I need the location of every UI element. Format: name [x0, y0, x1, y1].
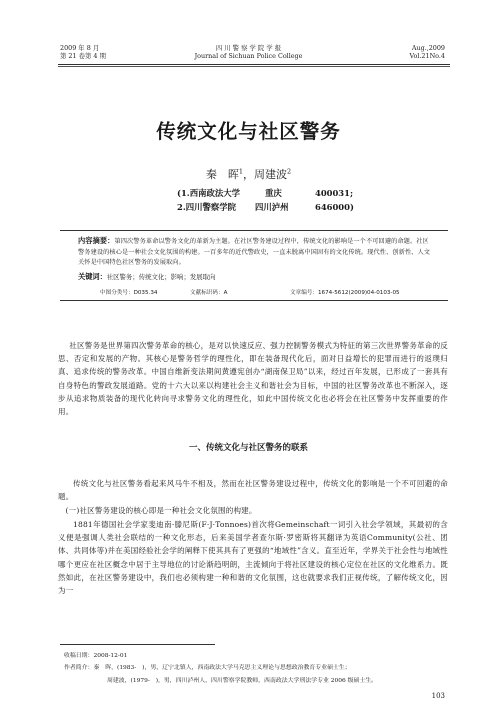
header-rule-thin: [58, 66, 450, 67]
abstract-bottom-rule: [60, 300, 448, 301]
page-number: 103: [431, 692, 445, 700]
author-separator: ，: [243, 168, 254, 181]
body-paragraph-1: 传统文化与社区警务看起来风马牛不相及，然而在社区警务建设过程中，传统文化的影响是一个不可回避的命题。: [58, 479, 448, 502]
issue-date: 2009 年 8 月: [60, 44, 100, 52]
author-2: 周建波: [254, 168, 287, 181]
keywords-text: 社区警务；传统文化；影响；发展取向: [106, 273, 216, 281]
header-rule: [58, 64, 450, 65]
journal-name-en: Journal of Sichuan Police College: [194, 52, 303, 60]
issue-date-en: Aug.,2009: [411, 44, 445, 52]
author-2-marker: 2: [287, 167, 292, 176]
author-line: [0, 166, 497, 182]
affiliation-2-city: 四川泸州: [255, 202, 289, 212]
abstract: [78, 236, 435, 269]
volume-issue-en: Vol.21No.4: [409, 52, 445, 60]
footnote-received: 收稿日期：2008-12-01: [64, 653, 128, 659]
volume-issue: 第 21 卷第 4 期: [60, 52, 106, 60]
keywords: [78, 272, 215, 282]
affiliation-2-zip: 646000): [315, 202, 354, 212]
journal-date-volume-en: [409, 44, 445, 60]
footnote-author-2: 周建波，(1979- )，男，四川泸州人，四川警察学院教师，西南政法大学刑法学专业 2006 级硕士生。: [107, 678, 378, 684]
article-number: 文章编号：1674-5612(2009)04-0103-05: [290, 290, 400, 296]
affiliation-1-city: 重庆: [265, 188, 282, 198]
intro-paragraph: 社区警务是世界第四次警务革命的核心，是对以快速反应、强力控制警务模式为特征的第三次世界警务革命的反思、否定和发展的产物。其核心是警务哲学的理性化，即在装备现代化后，面对日益增长的犯罪而进行的返璞归真、追求传统的警务改革。中国自维新变法期间黄遵宪创办“湖南保卫局”以来，经过百年发展，已形成了一套具有自身特色的警政发展道路。党的十六大以来以构建社会主义和谐社会为目标，中国的社区警务改革也不断深入，逐步从追求物质装备的现代化转向寻求警务文化的理性化，如此中国传统文化也必将会在社区警务中发挥重要的作用。: [58, 341, 448, 417]
footnote-author-1: 作者简介：秦 晖，(1983- )，男，辽宁北镇人，西南政法大学马克思主义理论与思想政治教育专业硕士生；: [64, 665, 351, 671]
journal-name-cn: 四 川 警 察 学 院 学 报: [215, 44, 282, 52]
affiliation-1-zip: 400031;: [315, 188, 354, 198]
abstract-top-rule: [60, 230, 448, 231]
subsection-heading: (一)社区警务建设的核心即是一种社会文化氛围的构建。: [65, 506, 257, 515]
abstract-label: 内容摘要：: [78, 236, 115, 245]
clc-number: 中图分类号：D035.34: [100, 290, 158, 296]
affiliation-2-name: 2.四川警察学院: [177, 202, 236, 212]
document-code: 文献标识码：A: [190, 290, 228, 296]
affiliation-2: [177, 200, 354, 214]
affiliation-1: [177, 186, 353, 200]
author-1-marker: 1: [238, 167, 243, 176]
section-heading: 一、传统文化与社区警务的联系: [188, 443, 308, 453]
author-1: 秦 晖: [205, 168, 239, 181]
article-title: 传统文化与社区警务: [156, 120, 341, 143]
body-paragraph-2: 1881年德国社会学家斐迪南·滕尼斯(F·J·Tonnoes)首次将Gemeinschaft一词引入社会学领域，其最初的含义便是强调人类社会联结的一种文化形态，后来美国学者查尔斯·罗密斯将其翻译为英语Community(公社、团体、共同体等)并在美国经验社会学的阐释下使其具有了更强的“地域性”含义。直至近年，学界关于社会性与地域性哪个更应在社区概念中居于主导地位的讨论渐趋明朗，主流倾向于将社区建设的核心定位在社区的文化维系力。既然如此，在社区警务建设中，我们也必须构建一种和谐的文化氛围，这也就要求我们正视传统，了解传统文化，因为一: [58, 520, 448, 596]
abstract-text: 第四次警务革命以警务文化的革新为主题。在社区警务建设过程中，传统文化的影响是一个不可回避的命题。社区警务建设的核心是一种社会文化氛围的构建。一百多年的近代警政史，一直未脱离中国固有的文化传统。现代性、创新性、人文关怀是中国特色社区警务的发展取向。: [78, 238, 431, 267]
keywords-label: 关键词：: [78, 272, 107, 281]
affiliation-1-name: (1.西南政法大学: [177, 188, 240, 198]
footnote-rule: [60, 644, 215, 645]
